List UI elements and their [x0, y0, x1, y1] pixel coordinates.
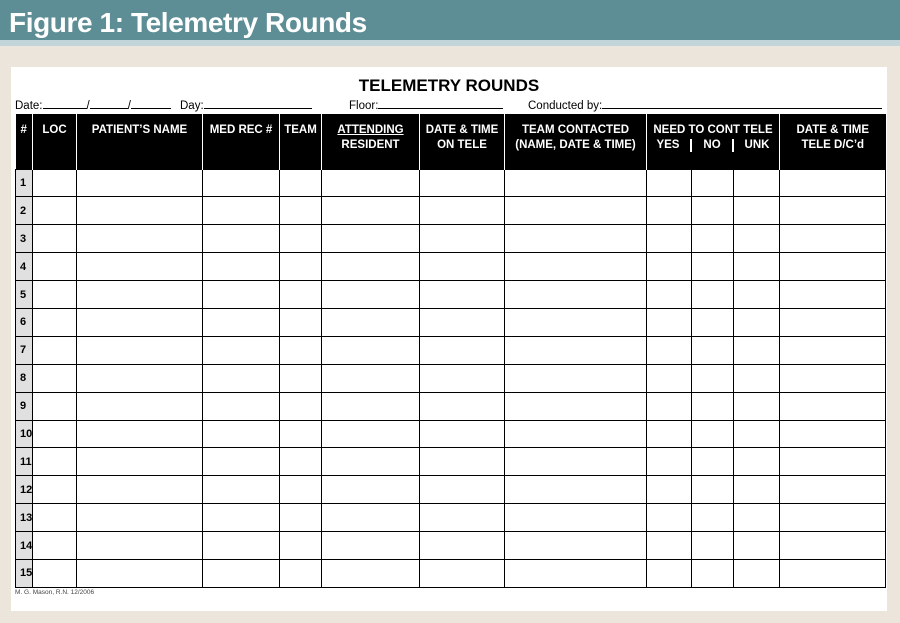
- row-number: 2: [16, 197, 33, 225]
- no-cell[interactable]: [692, 308, 734, 336]
- unk-cell[interactable]: [734, 336, 780, 364]
- team-cell[interactable]: [280, 420, 322, 448]
- med-rec-cell[interactable]: [203, 364, 280, 392]
- conducted-label: Conducted by:: [528, 100, 603, 112]
- team-cell[interactable]: [280, 364, 322, 392]
- date-time-on-tele-cell[interactable]: [420, 392, 505, 420]
- med-rec-cell[interactable]: [203, 476, 280, 504]
- med-rec-cell[interactable]: [203, 225, 280, 253]
- floor-blank: [378, 98, 503, 109]
- med-rec-cell[interactable]: [203, 336, 280, 364]
- attending-resident-cell[interactable]: [322, 253, 420, 281]
- unk-cell[interactable]: [734, 281, 780, 309]
- header-date-time-line1: DATE & TIME: [425, 124, 499, 136]
- patient-name-cell[interactable]: [77, 532, 203, 560]
- attending-resident-cell[interactable]: [322, 308, 420, 336]
- yes-cell[interactable]: [647, 392, 692, 420]
- table-row: [16, 559, 886, 587]
- loc-cell[interactable]: [33, 336, 77, 364]
- loc-cell[interactable]: [33, 448, 77, 476]
- date-time-dc-cell[interactable]: [780, 504, 886, 532]
- table-row: [16, 197, 886, 225]
- attending-resident-cell[interactable]: [322, 504, 420, 532]
- date-time-on-tele-cell[interactable]: [420, 253, 505, 281]
- yes-cell[interactable]: [647, 197, 692, 225]
- attending-resident-cell[interactable]: [322, 559, 420, 587]
- date-time-on-tele-cell[interactable]: [420, 364, 505, 392]
- conducted-field: [528, 98, 882, 112]
- table-row: [16, 308, 886, 336]
- yes-cell[interactable]: [647, 336, 692, 364]
- header-patient-name: PATIENT’S NAME: [77, 114, 203, 169]
- day-field: [180, 98, 312, 112]
- header-med-rec: MED REC #: [203, 114, 280, 169]
- unk-cell[interactable]: [734, 532, 780, 560]
- med-rec-cell[interactable]: [203, 308, 280, 336]
- header-need-to-cont-tele: [647, 114, 780, 169]
- yes-cell[interactable]: [647, 253, 692, 281]
- table-row: [16, 532, 886, 560]
- team-contacted-cell[interactable]: [505, 532, 647, 560]
- date-time-dc-cell[interactable]: [780, 559, 886, 587]
- yes-cell[interactable]: [647, 420, 692, 448]
- header-need-options: [647, 138, 779, 153]
- table-row: [16, 169, 886, 197]
- header-dc-line1: DATE & TIME: [796, 124, 870, 136]
- unk-cell[interactable]: [734, 197, 780, 225]
- row-number: 14: [16, 532, 33, 560]
- date-time-dc-cell[interactable]: [780, 281, 886, 309]
- patient-name-cell[interactable]: [77, 308, 203, 336]
- no-cell[interactable]: [692, 559, 734, 587]
- table-row: [16, 336, 886, 364]
- no-cell[interactable]: [692, 336, 734, 364]
- row-number: 7: [16, 336, 33, 364]
- date-time-dc-cell[interactable]: [780, 336, 886, 364]
- team-contacted-cell[interactable]: [505, 559, 647, 587]
- figure-banner: [0, 0, 900, 46]
- header-date-time-dc: [780, 114, 886, 169]
- table-row: [16, 392, 886, 420]
- header-no: NO: [703, 139, 721, 151]
- figure-title: Figure 1: Telemetry Rounds: [9, 7, 367, 38]
- row-number: 4: [16, 253, 33, 281]
- loc-cell[interactable]: [33, 197, 77, 225]
- no-cell[interactable]: [692, 364, 734, 392]
- header-dc-line2: TELE D/C’d: [801, 139, 865, 151]
- yes-cell[interactable]: [647, 169, 692, 197]
- loc-cell[interactable]: [33, 392, 77, 420]
- team-contacted-cell[interactable]: [505, 392, 647, 420]
- date-time-on-tele-cell[interactable]: [420, 169, 505, 197]
- attending-resident-cell[interactable]: [322, 420, 420, 448]
- date-time-on-tele-cell[interactable]: [420, 225, 505, 253]
- date-time-dc-cell[interactable]: [780, 308, 886, 336]
- floor-label: Floor:: [349, 100, 379, 112]
- row-number: 12: [16, 476, 33, 504]
- day-blank: [204, 98, 312, 109]
- table-row: [16, 253, 886, 281]
- team-contacted-cell[interactable]: [505, 448, 647, 476]
- unk-cell[interactable]: [734, 308, 780, 336]
- team-cell[interactable]: [280, 169, 322, 197]
- table-row: [16, 281, 886, 309]
- patient-name-cell[interactable]: [77, 253, 203, 281]
- date-time-on-tele-cell[interactable]: [420, 197, 505, 225]
- rounds-table: [15, 114, 886, 588]
- yes-cell[interactable]: [647, 532, 692, 560]
- date-time-dc-cell[interactable]: [780, 448, 886, 476]
- row-number: 1: [16, 169, 33, 197]
- unk-cell[interactable]: [734, 559, 780, 587]
- patient-name-cell[interactable]: [77, 476, 203, 504]
- med-rec-cell[interactable]: [203, 197, 280, 225]
- unk-cell[interactable]: [734, 364, 780, 392]
- date-time-on-tele-cell[interactable]: [420, 308, 505, 336]
- row-number: 13: [16, 504, 33, 532]
- patient-name-cell[interactable]: [77, 169, 203, 197]
- header-yes: YES: [656, 139, 680, 151]
- no-cell[interactable]: [692, 504, 734, 532]
- table-row: [16, 448, 886, 476]
- row-number: 8: [16, 364, 33, 392]
- team-contacted-cell[interactable]: [505, 281, 647, 309]
- patient-name-cell[interactable]: [77, 336, 203, 364]
- header-resident: RESIDENT: [341, 139, 400, 151]
- header-contacted-line1: TEAM CONTACTED: [521, 124, 630, 136]
- date-time-on-tele-cell[interactable]: [420, 420, 505, 448]
- date-time-on-tele-cell[interactable]: [420, 504, 505, 532]
- attending-resident-cell[interactable]: [322, 225, 420, 253]
- date-time-dc-cell[interactable]: [780, 476, 886, 504]
- patient-name-cell[interactable]: [77, 504, 203, 532]
- date-time-dc-cell[interactable]: [780, 392, 886, 420]
- table-row: [16, 420, 886, 448]
- date-label: Date:: [15, 100, 43, 112]
- patient-name-cell[interactable]: [77, 281, 203, 309]
- no-cell[interactable]: [692, 253, 734, 281]
- date-separator: /: [86, 100, 90, 112]
- team-contacted-cell[interactable]: [505, 197, 647, 225]
- no-cell[interactable]: [692, 420, 734, 448]
- yes-cell[interactable]: [647, 308, 692, 336]
- med-rec-cell[interactable]: [203, 420, 280, 448]
- attending-resident-cell[interactable]: [322, 281, 420, 309]
- yes-cell[interactable]: [647, 559, 692, 587]
- loc-cell[interactable]: [33, 253, 77, 281]
- patient-name-cell[interactable]: [77, 225, 203, 253]
- conducted-blank: [602, 98, 882, 109]
- unk-cell[interactable]: [734, 225, 780, 253]
- team-cell[interactable]: [280, 197, 322, 225]
- date-time-dc-cell[interactable]: [780, 253, 886, 281]
- attending-resident-cell[interactable]: [322, 532, 420, 560]
- unk-cell[interactable]: [734, 476, 780, 504]
- header-need-line1: NEED TO CONT TELE: [653, 124, 773, 136]
- date-time-dc-cell[interactable]: [780, 169, 886, 197]
- loc-cell[interactable]: [33, 476, 77, 504]
- med-rec-cell[interactable]: [203, 532, 280, 560]
- unk-cell[interactable]: [734, 169, 780, 197]
- date-time-dc-cell[interactable]: [780, 420, 886, 448]
- header-date-time-on-tele: [420, 114, 505, 169]
- date-field: [15, 98, 171, 112]
- loc-cell[interactable]: [33, 225, 77, 253]
- med-rec-cell[interactable]: [203, 281, 280, 309]
- date-time-dc-cell[interactable]: [780, 225, 886, 253]
- team-cell[interactable]: [280, 392, 322, 420]
- date-time-on-tele-cell[interactable]: [420, 559, 505, 587]
- team-cell[interactable]: [280, 448, 322, 476]
- attending-resident-cell[interactable]: [322, 476, 420, 504]
- med-rec-cell[interactable]: [203, 169, 280, 197]
- row-number: 11: [16, 448, 33, 476]
- med-rec-cell[interactable]: [203, 504, 280, 532]
- attending-resident-cell[interactable]: [322, 197, 420, 225]
- yes-cell[interactable]: [647, 476, 692, 504]
- attending-resident-cell[interactable]: [322, 169, 420, 197]
- team-cell[interactable]: [280, 281, 322, 309]
- med-rec-cell[interactable]: [203, 392, 280, 420]
- no-cell[interactable]: [692, 448, 734, 476]
- date-year-blank: [131, 98, 171, 109]
- team-contacted-cell[interactable]: [505, 364, 647, 392]
- yes-cell[interactable]: [647, 281, 692, 309]
- header-attending-resident: [322, 114, 420, 169]
- team-cell[interactable]: [280, 476, 322, 504]
- header-team: TEAM: [280, 114, 322, 169]
- author-credit: M. G. Mason, R.N. 12/2006: [15, 589, 95, 596]
- date-separator: /: [127, 100, 131, 112]
- table-row: [16, 364, 886, 392]
- team-cell[interactable]: [280, 504, 322, 532]
- table-row: [16, 476, 886, 504]
- unk-cell[interactable]: [734, 253, 780, 281]
- yes-cell[interactable]: [647, 364, 692, 392]
- header-num: #: [16, 114, 33, 169]
- team-cell[interactable]: [280, 559, 322, 587]
- header-contacted-line2: (NAME, DATE & TIME): [515, 139, 636, 151]
- attending-resident-cell[interactable]: [322, 392, 420, 420]
- date-month-blank: [43, 98, 87, 109]
- loc-cell[interactable]: [33, 504, 77, 532]
- attending-resident-cell[interactable]: [322, 364, 420, 392]
- row-number: 9: [16, 392, 33, 420]
- team-cell[interactable]: [280, 532, 322, 560]
- row-number: 15: [16, 559, 33, 587]
- patient-name-cell[interactable]: [77, 364, 203, 392]
- no-cell[interactable]: [692, 197, 734, 225]
- loc-cell[interactable]: [33, 559, 77, 587]
- no-cell[interactable]: [692, 225, 734, 253]
- team-cell[interactable]: [280, 225, 322, 253]
- date-time-on-tele-cell[interactable]: [420, 532, 505, 560]
- team-contacted-cell[interactable]: [505, 169, 647, 197]
- date-day-blank: [90, 98, 128, 109]
- table-row: [16, 504, 886, 532]
- team-contacted-cell[interactable]: [505, 476, 647, 504]
- row-number: 5: [16, 281, 33, 309]
- team-contacted-cell[interactable]: [505, 336, 647, 364]
- loc-cell[interactable]: [33, 308, 77, 336]
- unk-cell[interactable]: [734, 392, 780, 420]
- date-time-on-tele-cell[interactable]: [420, 336, 505, 364]
- attending-resident-cell[interactable]: [322, 448, 420, 476]
- unk-cell[interactable]: [734, 448, 780, 476]
- team-contacted-cell[interactable]: [505, 225, 647, 253]
- yes-cell[interactable]: [647, 225, 692, 253]
- header-loc: LOC: [33, 114, 77, 169]
- unk-cell[interactable]: [734, 504, 780, 532]
- med-rec-cell[interactable]: [203, 253, 280, 281]
- loc-cell[interactable]: [33, 169, 77, 197]
- row-number: 3: [16, 225, 33, 253]
- date-time-dc-cell[interactable]: [780, 532, 886, 560]
- yes-cell[interactable]: [647, 504, 692, 532]
- day-label: Day:: [180, 100, 204, 112]
- header-attending: ATTENDING: [337, 124, 404, 136]
- yes-cell[interactable]: [647, 448, 692, 476]
- header-divider: [732, 139, 734, 152]
- table-row: [16, 225, 886, 253]
- header-team-contacted: [505, 114, 647, 169]
- date-time-on-tele-cell[interactable]: [420, 281, 505, 309]
- no-cell[interactable]: [692, 392, 734, 420]
- team-cell[interactable]: [280, 308, 322, 336]
- patient-name-cell[interactable]: [77, 559, 203, 587]
- loc-cell[interactable]: [33, 281, 77, 309]
- loc-cell[interactable]: [33, 532, 77, 560]
- loc-cell[interactable]: [33, 420, 77, 448]
- date-time-on-tele-cell[interactable]: [420, 476, 505, 504]
- team-contacted-cell[interactable]: [505, 308, 647, 336]
- date-time-on-tele-cell[interactable]: [420, 448, 505, 476]
- no-cell[interactable]: [692, 169, 734, 197]
- attending-resident-cell[interactable]: [322, 336, 420, 364]
- med-rec-cell[interactable]: [203, 448, 280, 476]
- date-time-dc-cell[interactable]: [780, 364, 886, 392]
- header-row: [16, 114, 886, 169]
- loc-cell[interactable]: [33, 364, 77, 392]
- form-sheet: [11, 67, 887, 611]
- team-contacted-cell[interactable]: [505, 420, 647, 448]
- unk-cell[interactable]: [734, 420, 780, 448]
- header-divider: [690, 139, 692, 152]
- team-cell[interactable]: [280, 336, 322, 364]
- no-cell[interactable]: [692, 281, 734, 309]
- patient-name-cell[interactable]: [77, 420, 203, 448]
- patient-name-cell[interactable]: [77, 197, 203, 225]
- med-rec-cell[interactable]: [203, 559, 280, 587]
- row-number: 10: [16, 420, 33, 448]
- row-number: 6: [16, 308, 33, 336]
- patient-name-cell[interactable]: [77, 448, 203, 476]
- floor-field: [349, 98, 503, 112]
- no-cell[interactable]: [692, 532, 734, 560]
- date-time-dc-cell[interactable]: [780, 197, 886, 225]
- header-date-time-line2: ON TELE: [437, 139, 487, 151]
- form-title: TELEMETRY ROUNDS: [358, 76, 540, 95]
- team-cell[interactable]: [280, 253, 322, 281]
- team-contacted-cell[interactable]: [505, 504, 647, 532]
- no-cell[interactable]: [692, 476, 734, 504]
- team-contacted-cell[interactable]: [505, 253, 647, 281]
- patient-name-cell[interactable]: [77, 392, 203, 420]
- header-unk: UNK: [744, 139, 770, 151]
- table-body: [16, 169, 886, 587]
